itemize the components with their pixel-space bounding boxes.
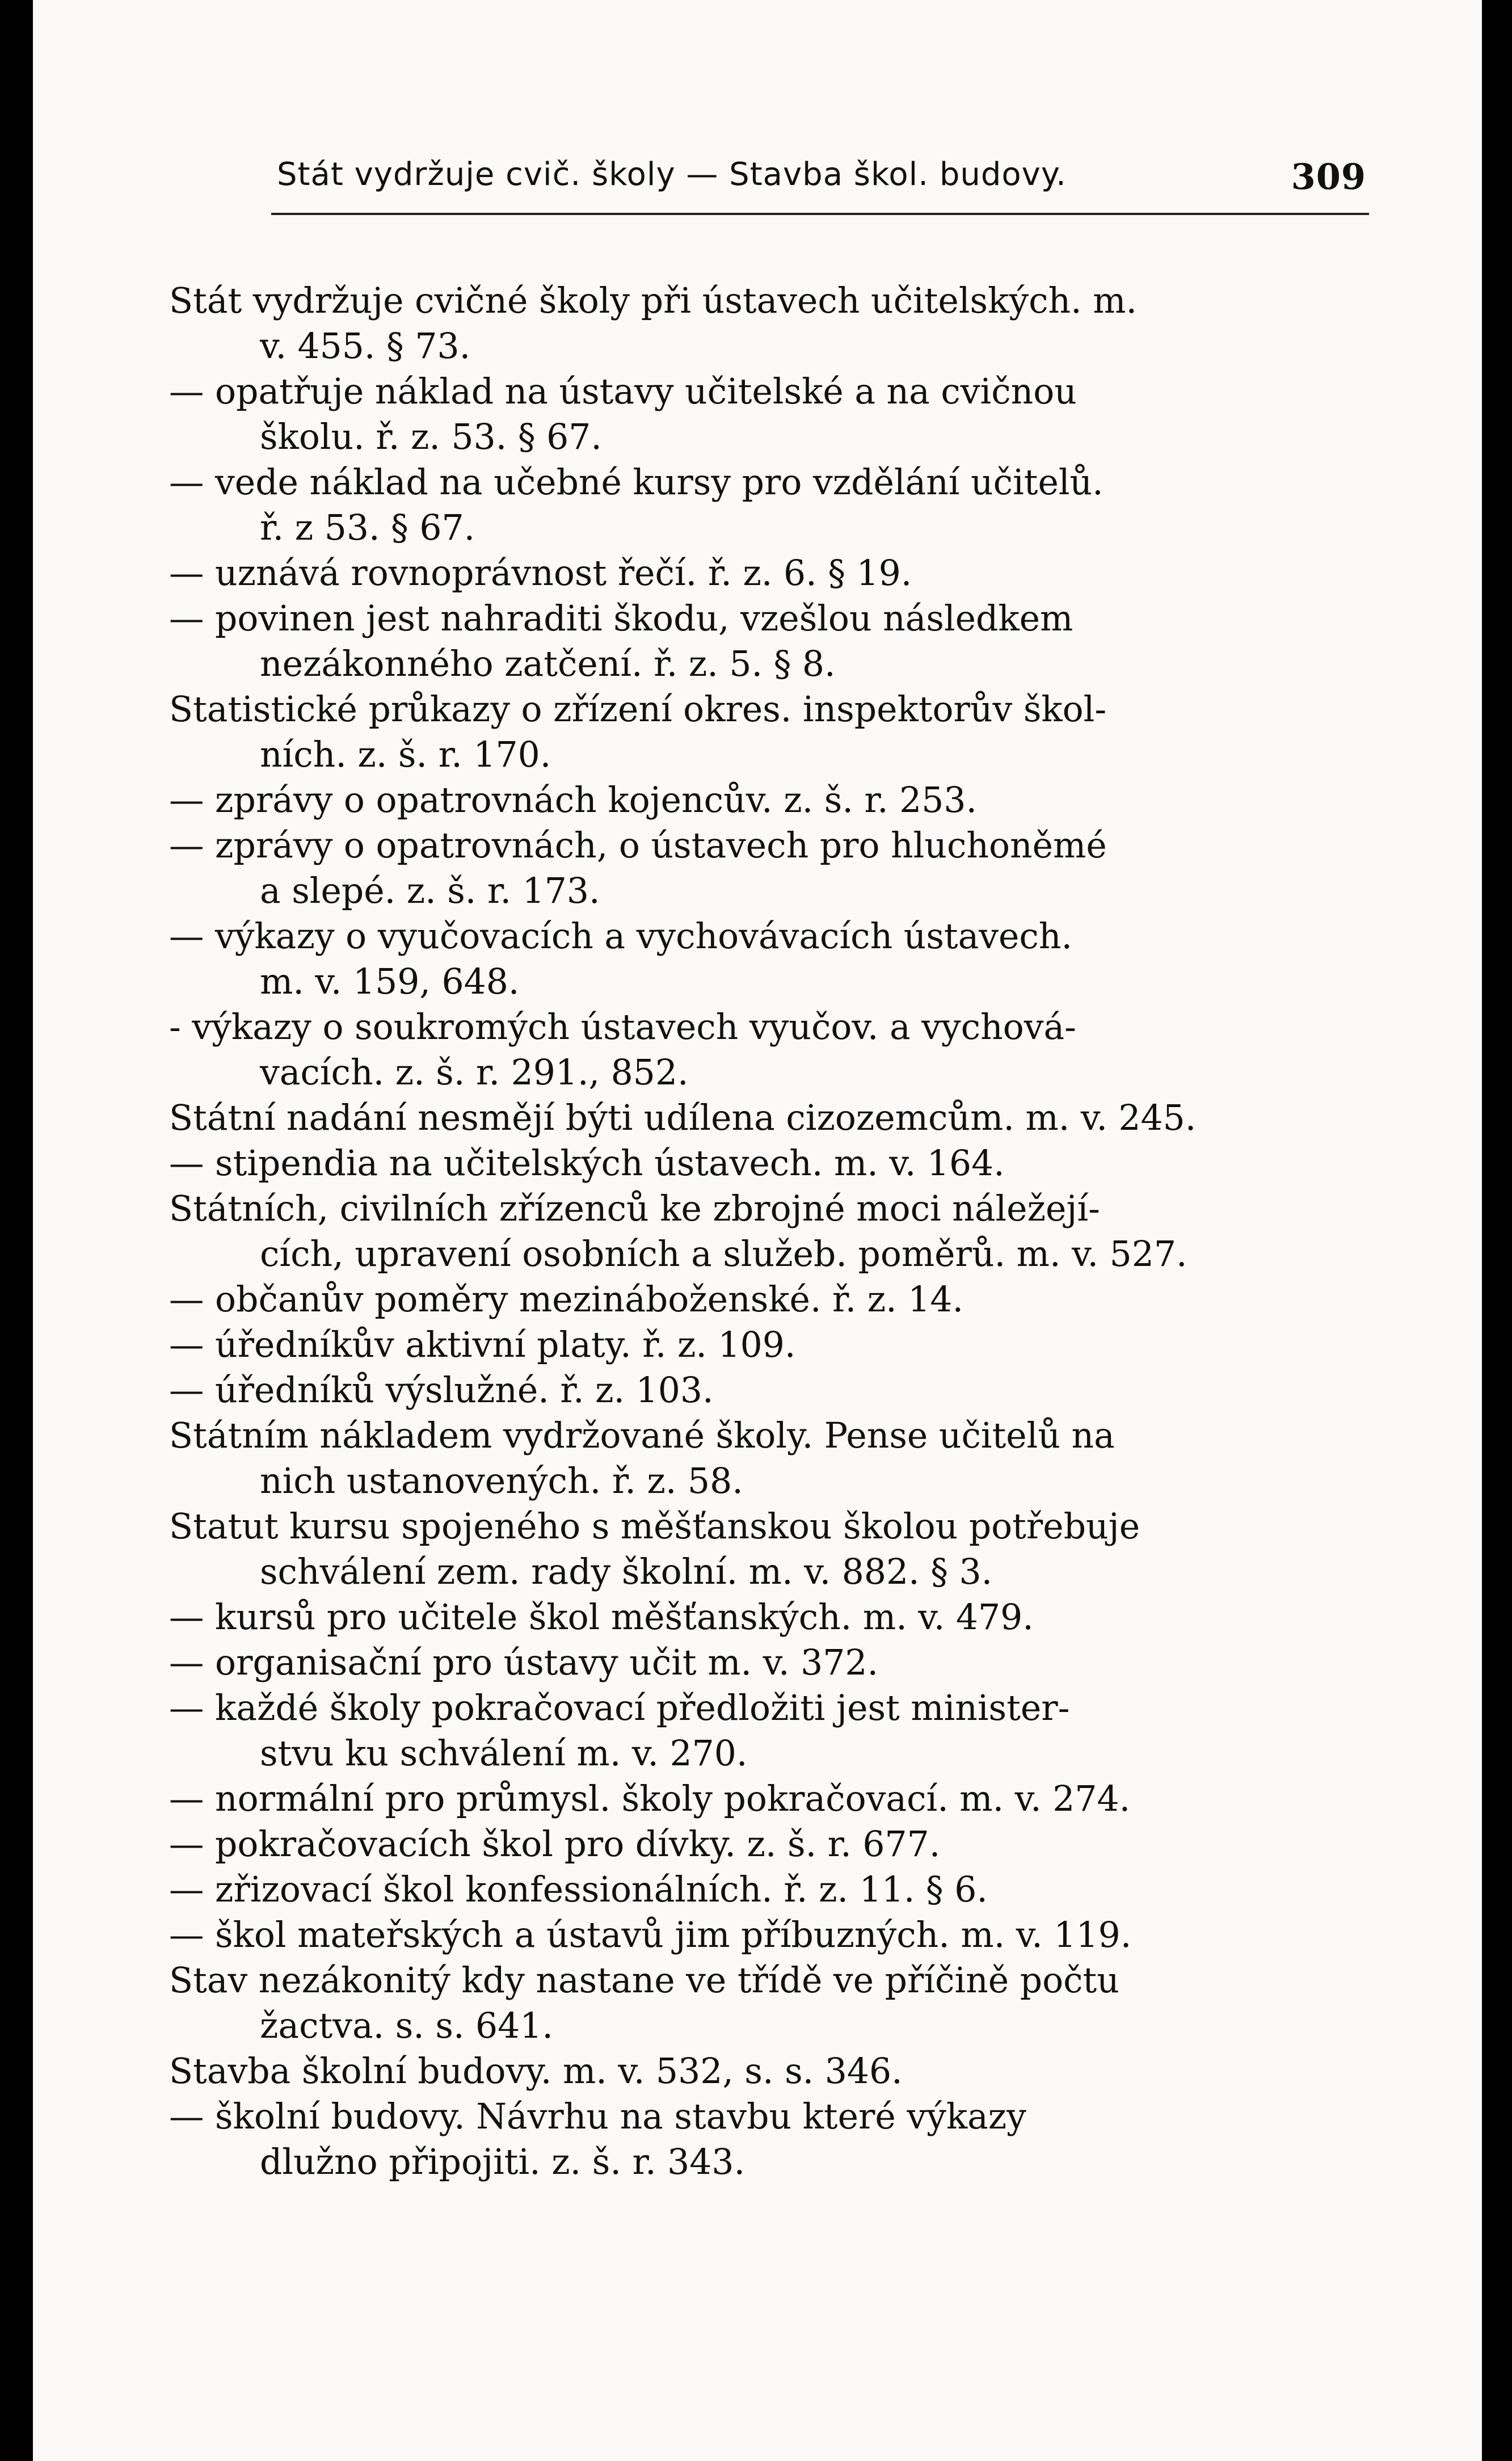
index-line: — uznává rovnoprávnost řečí. ř. z. 6. § 19. — [169, 553, 912, 594]
index-line: školu. ř. z. 53. § 67. — [260, 417, 602, 457]
index-line: nezákonného zatčení. ř. z. 5. § 8. — [260, 643, 836, 684]
index-line: — výkazy o vyučovacích a vychovávacích ústavech. — [169, 916, 1073, 957]
index-line: ních. z. š. r. 170. — [260, 734, 551, 775]
index-line: — povinen jest nahraditi škodu, vzešlou následkem — [169, 598, 1073, 639]
index-line: — zprávy o opatrovnách kojencův. z. š. r. 253. — [169, 780, 978, 821]
index-line: — zřizovací škol konfessionálních. ř. z. 11. § 6. — [169, 1869, 988, 1910]
index-line: — úředníků výslužné. ř. z. 103. — [169, 1370, 714, 1411]
index-line: Státním nákladem vydržované školy. Pense učitelů na — [169, 1415, 1115, 1456]
index-line: — stipendia na učitelských ústavech. m. v. 164. — [169, 1143, 1005, 1184]
index-line: — kursů pro učitele škol měšťanských. m. v. 479. — [169, 1597, 1034, 1638]
index-entries — [169, 278, 1372, 2185]
index-line: v. 455. § 73. — [260, 326, 471, 367]
index-line: Státních, civilních zřízenců ke zbrojné moci náležejí- — [169, 1188, 1100, 1229]
index-line: — organisační pro ústavy učit m. v. 372. — [169, 1642, 879, 1683]
index-line: ř. z 53. § 67. — [260, 507, 475, 548]
index-line: Stavba školní budovy. m. v. 532, s. s. 346. — [169, 2051, 903, 2092]
index-line: Stát vydržuje cvičné školy při ústavech učitelských. m. — [169, 280, 1138, 321]
index-line: dlužno připojiti. z. š. r. 343. — [260, 2142, 746, 2182]
index-line: — zprávy o opatrovnách, o ústavech pro hluchoněmé — [169, 825, 1107, 866]
index-line: — úředníkův aktivní platy. ř. z. 109. — [169, 1324, 796, 1365]
index-line: — školní budovy. Návrhu na stavbu které výkazy — [169, 2096, 1026, 2137]
running-header — [277, 156, 1366, 201]
index-line: stvu ku schválení m. v. 270. — [260, 1733, 748, 1774]
index-line: m. v. 159, 648. — [260, 961, 520, 1002]
index-line: — každé školy pokračovací předložiti jest minister- — [169, 1688, 1070, 1728]
index-line: Stav nezákonitý kdy nastane ve třídě ve příčině počtu — [169, 1960, 1119, 2001]
index-line: — občanův poměry mezináboženské. ř. z. 14. — [169, 1279, 964, 1320]
header-title: Stát vydržuje cvič. školy — Stavba škol. budovy. — [277, 156, 1067, 193]
index-line: — opatřuje náklad na ústavy učitelské a na cvičnou — [169, 371, 1077, 412]
index-line: — normální pro průmysl. školy pokračovací. m. v. 274. — [169, 1778, 1131, 1819]
index-line: cích, upravení osobních a služeb. poměrů. m. v. 527. — [260, 1234, 1187, 1274]
index-line: schválení zem. rady školní. m. v. 882. § 3. — [260, 1551, 993, 1592]
index-line: vacích. z. š. r. 291., 852. — [260, 1052, 689, 1093]
index-line: - výkazy o soukromých ústavech vyučov. a vychová- — [169, 1007, 1076, 1047]
header-rule — [271, 213, 1369, 215]
index-line: žactva. s. s. 641. — [260, 2005, 553, 2046]
index-line: Státní nadání nesmějí býti udílena cizozemcům. m. v. 245. — [169, 1097, 1197, 1138]
index-line: a slepé. z. š. r. 173. — [260, 870, 600, 911]
index-line: nich ustanovených. ř. z. 58. — [260, 1461, 743, 1501]
book-page — [33, 0, 1482, 2461]
index-line: — pokračovacích škol pro dívky. z. š. r. 677. — [169, 1824, 941, 1865]
page-number: 309 — [1291, 156, 1366, 197]
index-line: — vede náklad na učebné kursy pro vzdělání učitelů. — [169, 462, 1104, 503]
index-line: — škol mateřských a ústavů jim příbuzných. m. v. 119. — [169, 1915, 1132, 1955]
index-line: Statut kursu spojeného s měšťanskou školou potřebuje — [169, 1506, 1140, 1547]
index-line: Statistické průkazy o zřízení okres. inspektorův škol- — [169, 689, 1107, 730]
